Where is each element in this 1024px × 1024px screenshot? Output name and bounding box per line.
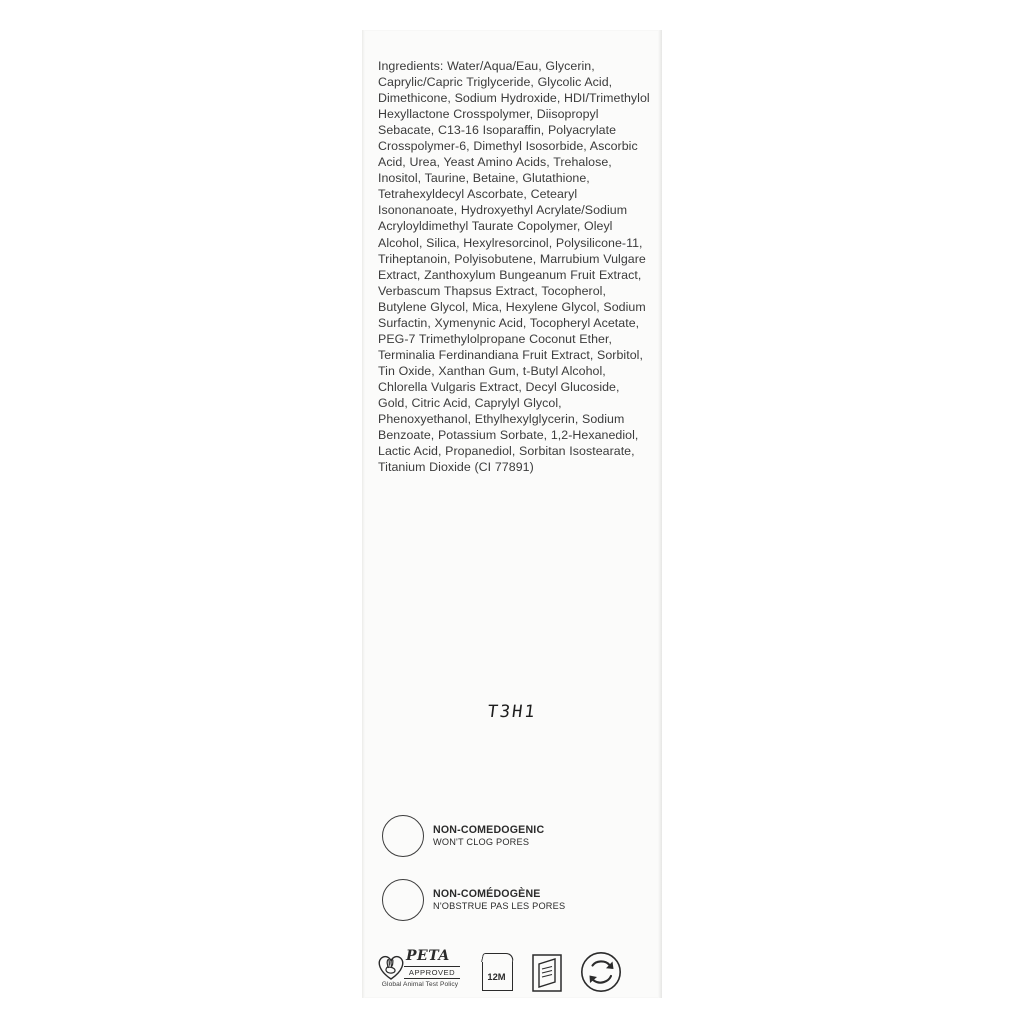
batch-code: T3H1: [486, 702, 538, 722]
product-carton-panel: [362, 30, 662, 998]
peta-policy-text: Global Animal Test Policy: [381, 981, 459, 988]
recycle-loop-icon: [580, 951, 620, 991]
peta-approved-text: APPROVED: [404, 966, 460, 979]
symbol-row: [376, 943, 648, 991]
ingredients-text: Water/Aqua/Eau, Glycerin, Caprylic/Capric Triglyceride, Glycolic Acid, Dimethicone, Sodium Hydroxide, HDI/Trimethylol Hexyllactone Crosspolymer, Diisopropyl Sebacate, C13-16 Isoparaffin, Polyacrylate Crosspolymer-6, Dimethyl Isosorbide, Ascorbic Acid, Urea, Yeast Amino Acids, Trehalose, Inositol, Taurine, Betaine, Glutathione, Tetrahexyldecyl Ascorbate, Cetearyl Isononanoate, Hydroxyethyl Acrylate/Sodium Acryloyldimethyl Taurate Copolymer, Oleyl Alcohol, Silica, Hexylresorcinol, Polysilicone-11, Triheptanoin, Polyisobutene, Marrubium Vulgare Extract, Zanthoxylum Bungeanum Fruit Extract, Verbascum Thapsus Extract, Tocopherol, Butylene Glycol, Mica, Hexylene Glycol, Sodium Surfactin, Xymenynic Acid, Tocopheryl Acetate, PEG-7 Trimethylolpropane Coconut Ether, Terminalia Ferdinandiana Fruit Extract, Sorbitol, Tin Oxide, Xanthan Gum, t-Butyl Alcohol, Chlorella Vulgaris Extract, Decyl Glucoside, Gold, Citric Acid, Caprylyl Glycol, Phenoxyethanol, Ethylhexylglycerin, Sodium Benzoate, Potassium Sorbate, 1,2-Hexanediol, Lactic Acid, Propanediol, Sorbitan Isostearate, Titanium Dioxide (CI 77891): [378, 59, 650, 475]
panel-right-edge: [658, 30, 662, 998]
ingredients-block: [378, 58, 650, 475]
period-after-opening-icon: [480, 953, 514, 991]
claim-title-fr: NON-COMÉDOGÈNE: [433, 888, 541, 901]
pao-duration-label: 12M: [487, 971, 506, 982]
claim-subtitle-en: WON'T CLOG PORES: [433, 836, 530, 847]
peta-approved-badge: [376, 947, 464, 991]
circle-outline-icon: [382, 879, 424, 921]
claim-subtitle-fr: N'OBSTRUE PAS LES PORES: [433, 900, 566, 911]
leaflet-glyph: [530, 953, 564, 993]
peta-wordmark: PETA: [406, 948, 450, 964]
ingredients-label: Ingredients:: [378, 59, 444, 73]
read-leaflet-icon: [530, 953, 564, 991]
claim-text-en: [433, 824, 544, 847]
recycle-glyph: [580, 951, 622, 993]
claim-non-comedogenic-fr: [382, 879, 565, 921]
pao-lid-shape: [481, 953, 515, 962]
panel-left-edge: [362, 30, 365, 998]
circle-outline-icon: [382, 815, 424, 857]
bunny-heart-icon: [376, 949, 406, 981]
claim-non-comedogenic-en: [382, 815, 544, 857]
claim-text-fr: [433, 888, 565, 911]
claim-title-en: NON-COMEDOGENIC: [433, 824, 545, 837]
